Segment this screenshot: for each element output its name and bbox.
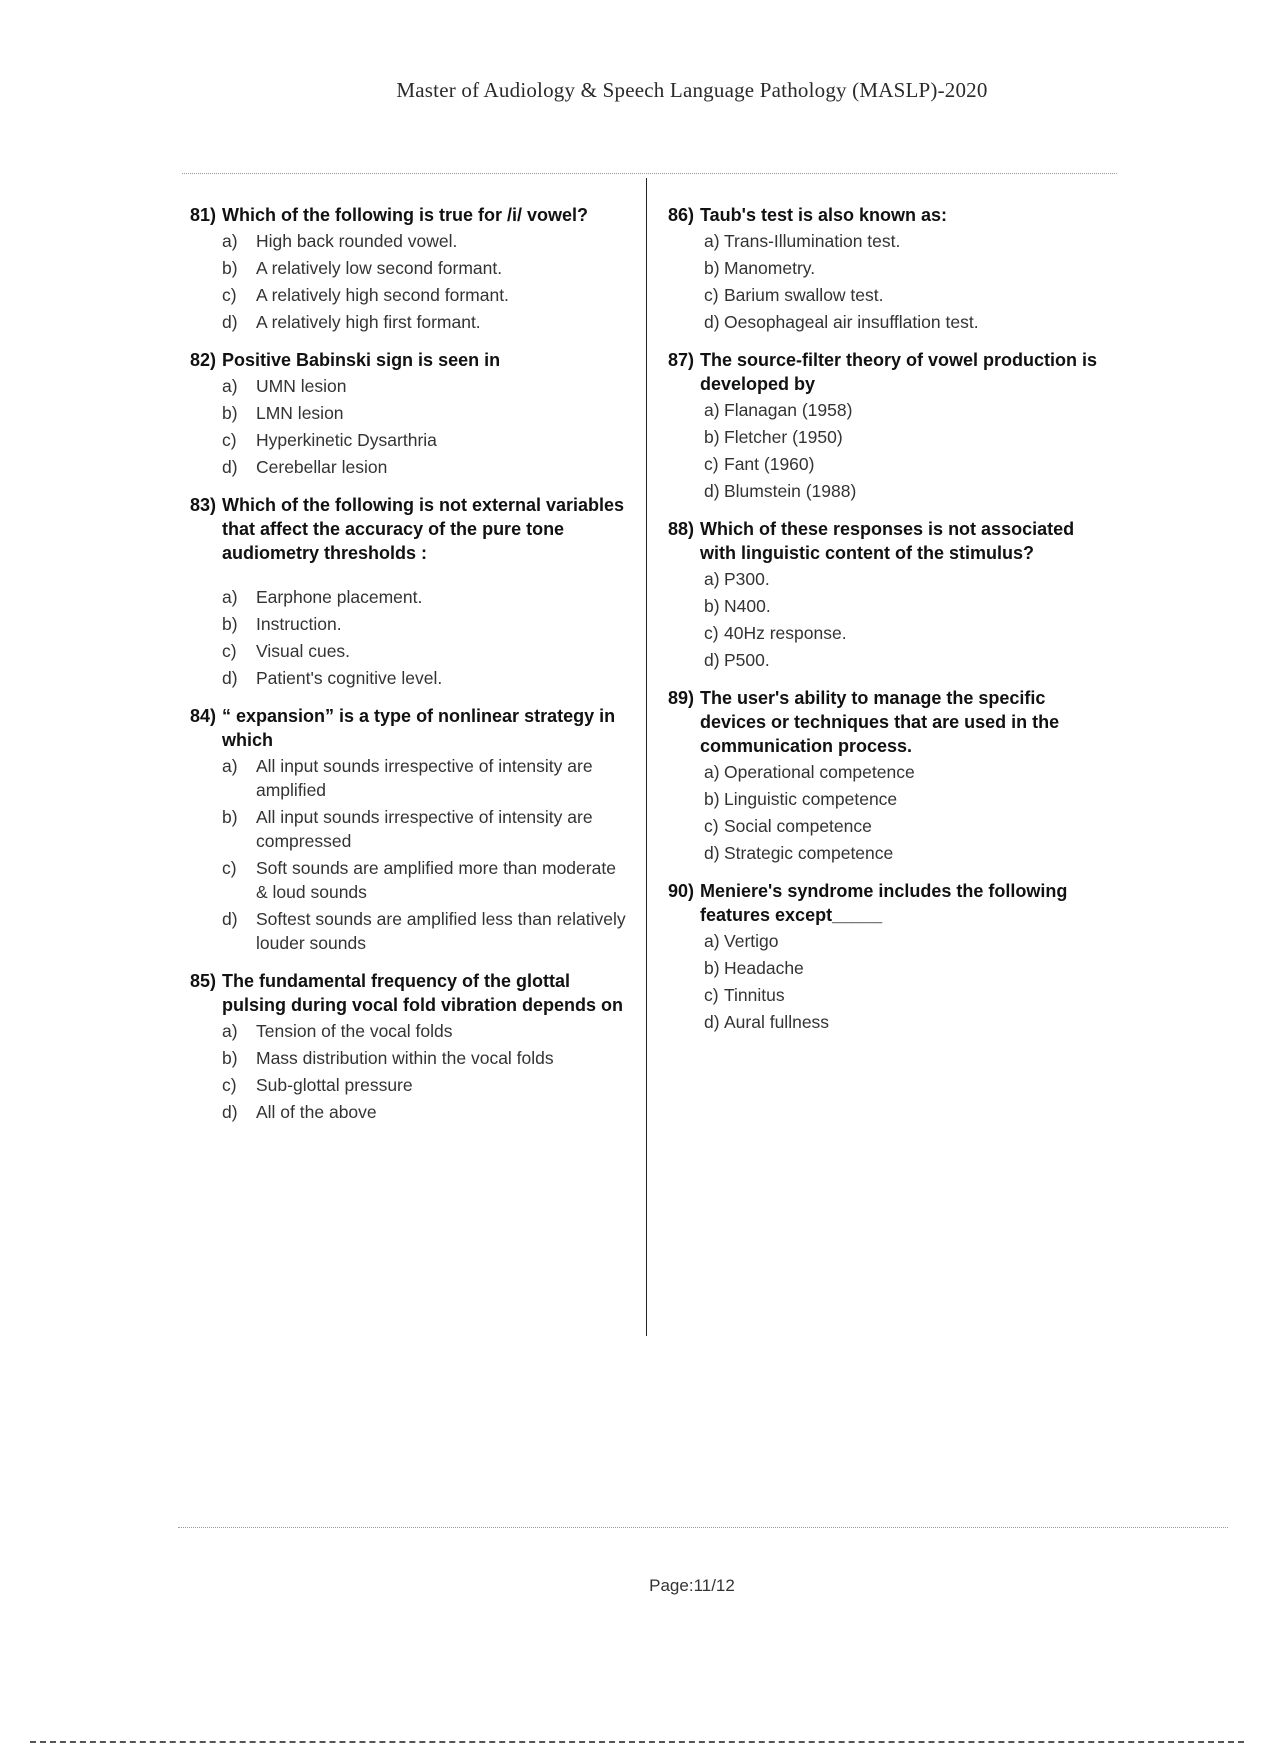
option-item [190,907,630,955]
option-letter: d) [222,909,238,929]
option-list [668,760,1108,865]
question-text: The source-filter theory of vowel production is developed by [700,350,1098,394]
question-number: 84) [190,706,217,726]
right-column [668,203,1108,1048]
option-item [668,398,1108,422]
option-letter: a) [704,931,720,951]
question-number: 87) [668,350,695,370]
option-item [190,455,630,479]
option-letter: b) [704,427,720,447]
option-letter: c) [704,623,719,643]
option-text: Operational competence [724,762,915,782]
option-item [668,621,1108,645]
scan-edge-line [30,1741,1244,1743]
option-item [190,754,630,802]
option-letter: a) [704,762,720,782]
question-text: Meniere's syndrome includes the following features except_____ [700,881,1068,925]
question-stem [668,686,1108,758]
option-text: Softest sounds are amplified less than relatively louder sounds [256,909,626,953]
question [190,203,630,334]
option-letter: d) [704,1012,720,1032]
option-text: P500. [724,650,770,670]
question-text: The user's ability to manage the specific devices or techniques that are used in the communication process. [700,688,1060,756]
option-item [190,256,630,280]
option-letter: c) [222,641,237,661]
option-item [190,374,630,398]
option-text: Linguistic competence [724,789,898,809]
question-text: Which of these responses is not associated with linguistic content of the stimulus? [700,519,1075,563]
option-letter: a) [222,756,238,776]
option-item [190,1100,630,1124]
option-letter: b) [222,258,238,278]
option-list [668,229,1108,334]
question-number: 83) [190,495,217,515]
question-text: Positive Babinski sign is seen in [222,350,501,370]
option-letter: b) [222,1048,238,1068]
question [668,879,1108,1034]
option-item [668,1010,1108,1034]
option-item [668,760,1108,784]
option-text: UMN lesion [256,376,347,396]
option-text: Tinnitus [724,985,785,1005]
option-letter: b) [222,807,238,827]
option-item [668,425,1108,449]
question [668,348,1108,503]
option-letter: c) [704,816,719,836]
option-item [190,428,630,452]
option-item [190,1073,630,1097]
question-text: The fundamental frequency of the glottal pulsing during vocal fold vibration depends on [222,971,624,1015]
option-item [190,666,630,690]
option-letter: d) [222,457,238,477]
option-item [190,1019,630,1043]
question-text: Taub's test is also known as: [700,205,948,225]
option-text: All input sounds irrespective of intensity are compressed [256,807,593,851]
option-item [190,585,630,609]
option-letter: a) [222,376,238,396]
option-letter: a) [222,231,238,251]
option-text: All of the above [256,1102,377,1122]
option-letter: b) [704,258,720,278]
option-item [668,648,1108,672]
option-letter: c) [222,285,237,305]
question-stem [668,203,1108,227]
option-text: A relatively low second formant. [256,258,503,278]
option-letter: b) [704,596,720,616]
question-number: 82) [190,350,217,370]
option-item [190,856,630,904]
option-text: Patient's cognitive level. [256,668,443,688]
option-text: N400. [724,596,771,616]
option-text: Fletcher (1950) [724,427,843,447]
question-number: 89) [668,688,695,708]
option-list [190,1019,630,1124]
question-number: 85) [190,971,217,991]
option-item [190,805,630,853]
option-text: Social competence [724,816,872,836]
option-text: Instruction. [256,614,342,634]
question-stem [668,348,1108,396]
page-title: Master of Audiology & Speech Language Pathology (MASLP)-2020 [396,78,988,102]
question-stem [668,517,1108,565]
question-text: Which of the following is not external variables that affect the accuracy of the pure tone audiometry thresholds : [222,495,625,563]
option-item [190,310,630,334]
option-item [668,283,1108,307]
option-item [190,639,630,663]
option-item [668,841,1108,865]
option-text: P300. [724,569,770,589]
option-letter: c) [222,1075,237,1095]
option-letter: d) [222,312,238,332]
option-text: Sub-glottal pressure [256,1075,413,1095]
question-stem [190,348,630,372]
option-list [190,374,630,479]
question [190,348,630,479]
option-item [668,929,1108,953]
option-list [190,754,630,955]
option-item [668,594,1108,618]
option-item [190,1046,630,1070]
question [190,493,630,690]
option-list [668,929,1108,1034]
option-text: Flanagan (1958) [724,400,853,420]
option-letter: b) [704,958,720,978]
option-text: Oesophageal air insufflation test. [724,312,979,332]
option-letter: d) [704,843,720,863]
bottom-divider [178,1527,1228,1528]
option-letter: c) [704,285,719,305]
option-list [190,229,630,334]
question [668,517,1108,672]
option-text: Headache [724,958,804,978]
option-letter: b) [704,789,720,809]
option-letter: d) [704,650,720,670]
option-item [668,567,1108,591]
option-text: Strategic competence [724,843,894,863]
option-text: Fant (1960) [724,454,815,474]
option-text: Vertigo [724,931,779,951]
question-text: Which of the following is true for /i/ vowel? [222,205,588,225]
question [668,686,1108,865]
question [668,203,1108,334]
option-text: Aural fullness [724,1012,830,1032]
option-item [190,401,630,425]
option-text: High back rounded vowel. [256,231,458,251]
option-list [190,585,630,690]
question-number: 81) [190,205,217,225]
option-text: A relatively high first formant. [256,312,481,332]
option-letter: b) [222,403,238,423]
option-letter: a) [704,569,720,589]
question-stem [190,969,630,1017]
column-divider [646,178,647,1336]
option-letter: a) [704,231,720,251]
option-letter: a) [222,1021,238,1041]
option-letter: d) [222,1102,238,1122]
question-stem [190,493,630,565]
option-item [668,229,1108,253]
option-letter: c) [704,985,719,1005]
option-letter: b) [222,614,238,634]
question-text: “ expansion” is a type of nonlinear strategy in which [222,706,616,750]
question-stem [190,203,630,227]
option-item [668,310,1108,334]
option-letter: d) [222,668,238,688]
option-text: Visual cues. [256,641,351,661]
option-text: LMN lesion [256,403,344,423]
option-letter: c) [704,454,719,474]
option-text: Barium swallow test. [724,285,884,305]
option-text: All input sounds irrespective of intensity are amplified [256,756,593,800]
option-text: Hyperkinetic Dysarthria [256,430,437,450]
option-letter: c) [222,430,237,450]
option-list [668,398,1108,503]
option-text: Blumstein (1988) [724,481,857,501]
question-number: 90) [668,881,695,901]
option-text: Earphone placement. [256,587,423,607]
question [190,704,630,955]
option-letter: a) [222,587,238,607]
page-number: Page:11/12 [649,1576,735,1595]
option-item [190,612,630,636]
question-number: 88) [668,519,695,539]
option-item [668,983,1108,1007]
option-item [668,479,1108,503]
option-item [190,229,630,253]
question-stem [668,879,1108,927]
option-item [668,452,1108,476]
option-letter: a) [704,400,720,420]
option-letter: c) [222,858,237,878]
option-text: Soft sounds are amplified more than moderate & loud sounds [256,858,616,902]
option-text: Cerebellar lesion [256,457,388,477]
option-text: Mass distribution within the vocal folds [256,1048,554,1068]
question-number: 86) [668,205,695,225]
option-item [668,787,1108,811]
option-letter: d) [704,312,720,332]
option-list [668,567,1108,672]
option-item [668,256,1108,280]
question [190,969,630,1124]
left-column [190,203,630,1138]
option-text: Tension of the vocal folds [256,1021,453,1041]
option-item [190,283,630,307]
top-divider [182,173,1117,174]
option-text: Trans-Illumination test. [724,231,901,251]
question-stem [190,704,630,752]
option-item [668,814,1108,838]
option-text: 40Hz response. [724,623,847,643]
spacer [190,565,630,583]
option-text: Manometry. [724,258,816,278]
option-letter: d) [704,481,720,501]
option-text: A relatively high second formant. [256,285,509,305]
option-item [668,956,1108,980]
